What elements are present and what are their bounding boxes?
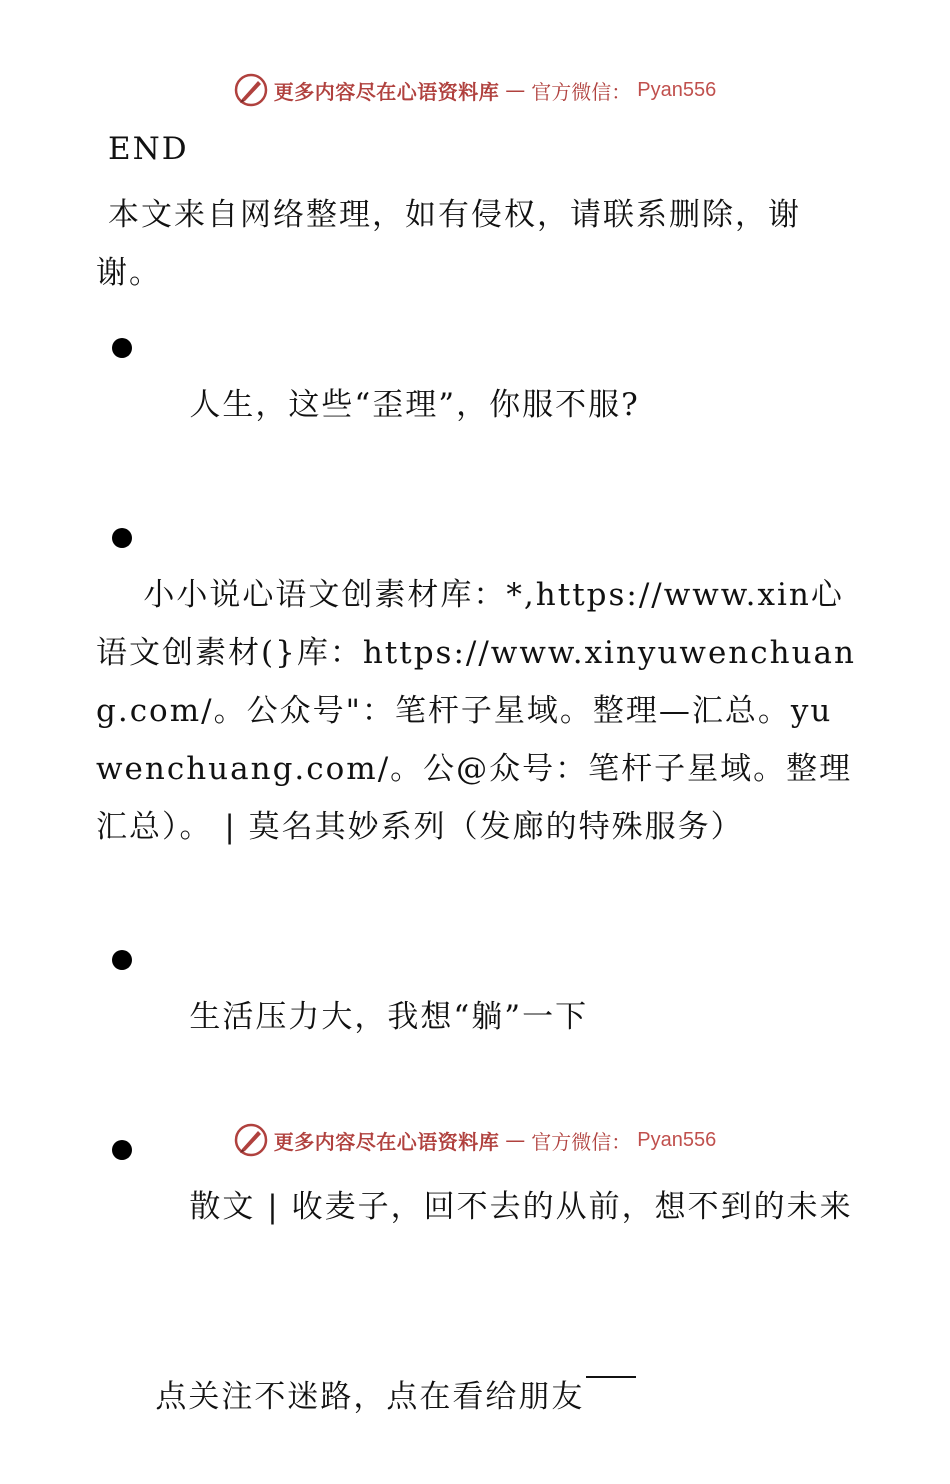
list-item[interactable] [96, 930, 856, 1104]
footer-call-to-action [96, 1310, 856, 1484]
wechat-id: Pyan556 [637, 78, 717, 101]
wechat-id: Pyan556 [637, 1128, 717, 1151]
document-body [96, 120, 856, 1484]
bullet-icon [112, 528, 132, 548]
site-name: 更多内容尽在心语资料库 [273, 79, 500, 104]
footer-dash-mark [586, 1376, 636, 1378]
wechat-label: 官方微信： [531, 1129, 632, 1154]
header-banner [0, 70, 950, 110]
footer-banner [0, 1120, 950, 1160]
banner-dash: — [505, 1128, 526, 1152]
list-item-text: 生活压力大，我想“躺”一下 [189, 999, 589, 1035]
banner-dash: — [505, 78, 526, 102]
end-marker: END [108, 131, 189, 167]
site-name: 更多内容尽在心语资料库 [273, 1129, 500, 1154]
wechat-label: 官方微信： [531, 79, 632, 104]
pen-logo-icon [234, 73, 268, 107]
footer-text: 点关注不迷路，点在看给朋友 [155, 1379, 585, 1415]
list-item[interactable] [96, 318, 856, 492]
list-item-text: 小小说心语文创素材库：*,https://www.xin心语文创素材(}库：https://www.xinyuwenchuang.com/。公众号"：笔杆子星域。整理—汇总。yuwenchuang.com/。公@众号：笔杆子星域。整理汇总）。 | 莫名其妙系列（发廊的特殊服务） [96, 577, 856, 845]
list-item-text: 散文 | 收麦子，回不去的从前，想不到的未来 [189, 1189, 853, 1225]
bullet-icon [112, 950, 132, 970]
copyright-notice: 本文来自网络整理，如有侵权，请联系删除，谢谢。 [96, 197, 801, 291]
bullet-icon [112, 338, 132, 358]
list-item[interactable] [96, 508, 856, 914]
list-item-text: 人生，这些“歪理”，你服不服? [189, 387, 640, 423]
pen-logo-icon [234, 1123, 268, 1157]
